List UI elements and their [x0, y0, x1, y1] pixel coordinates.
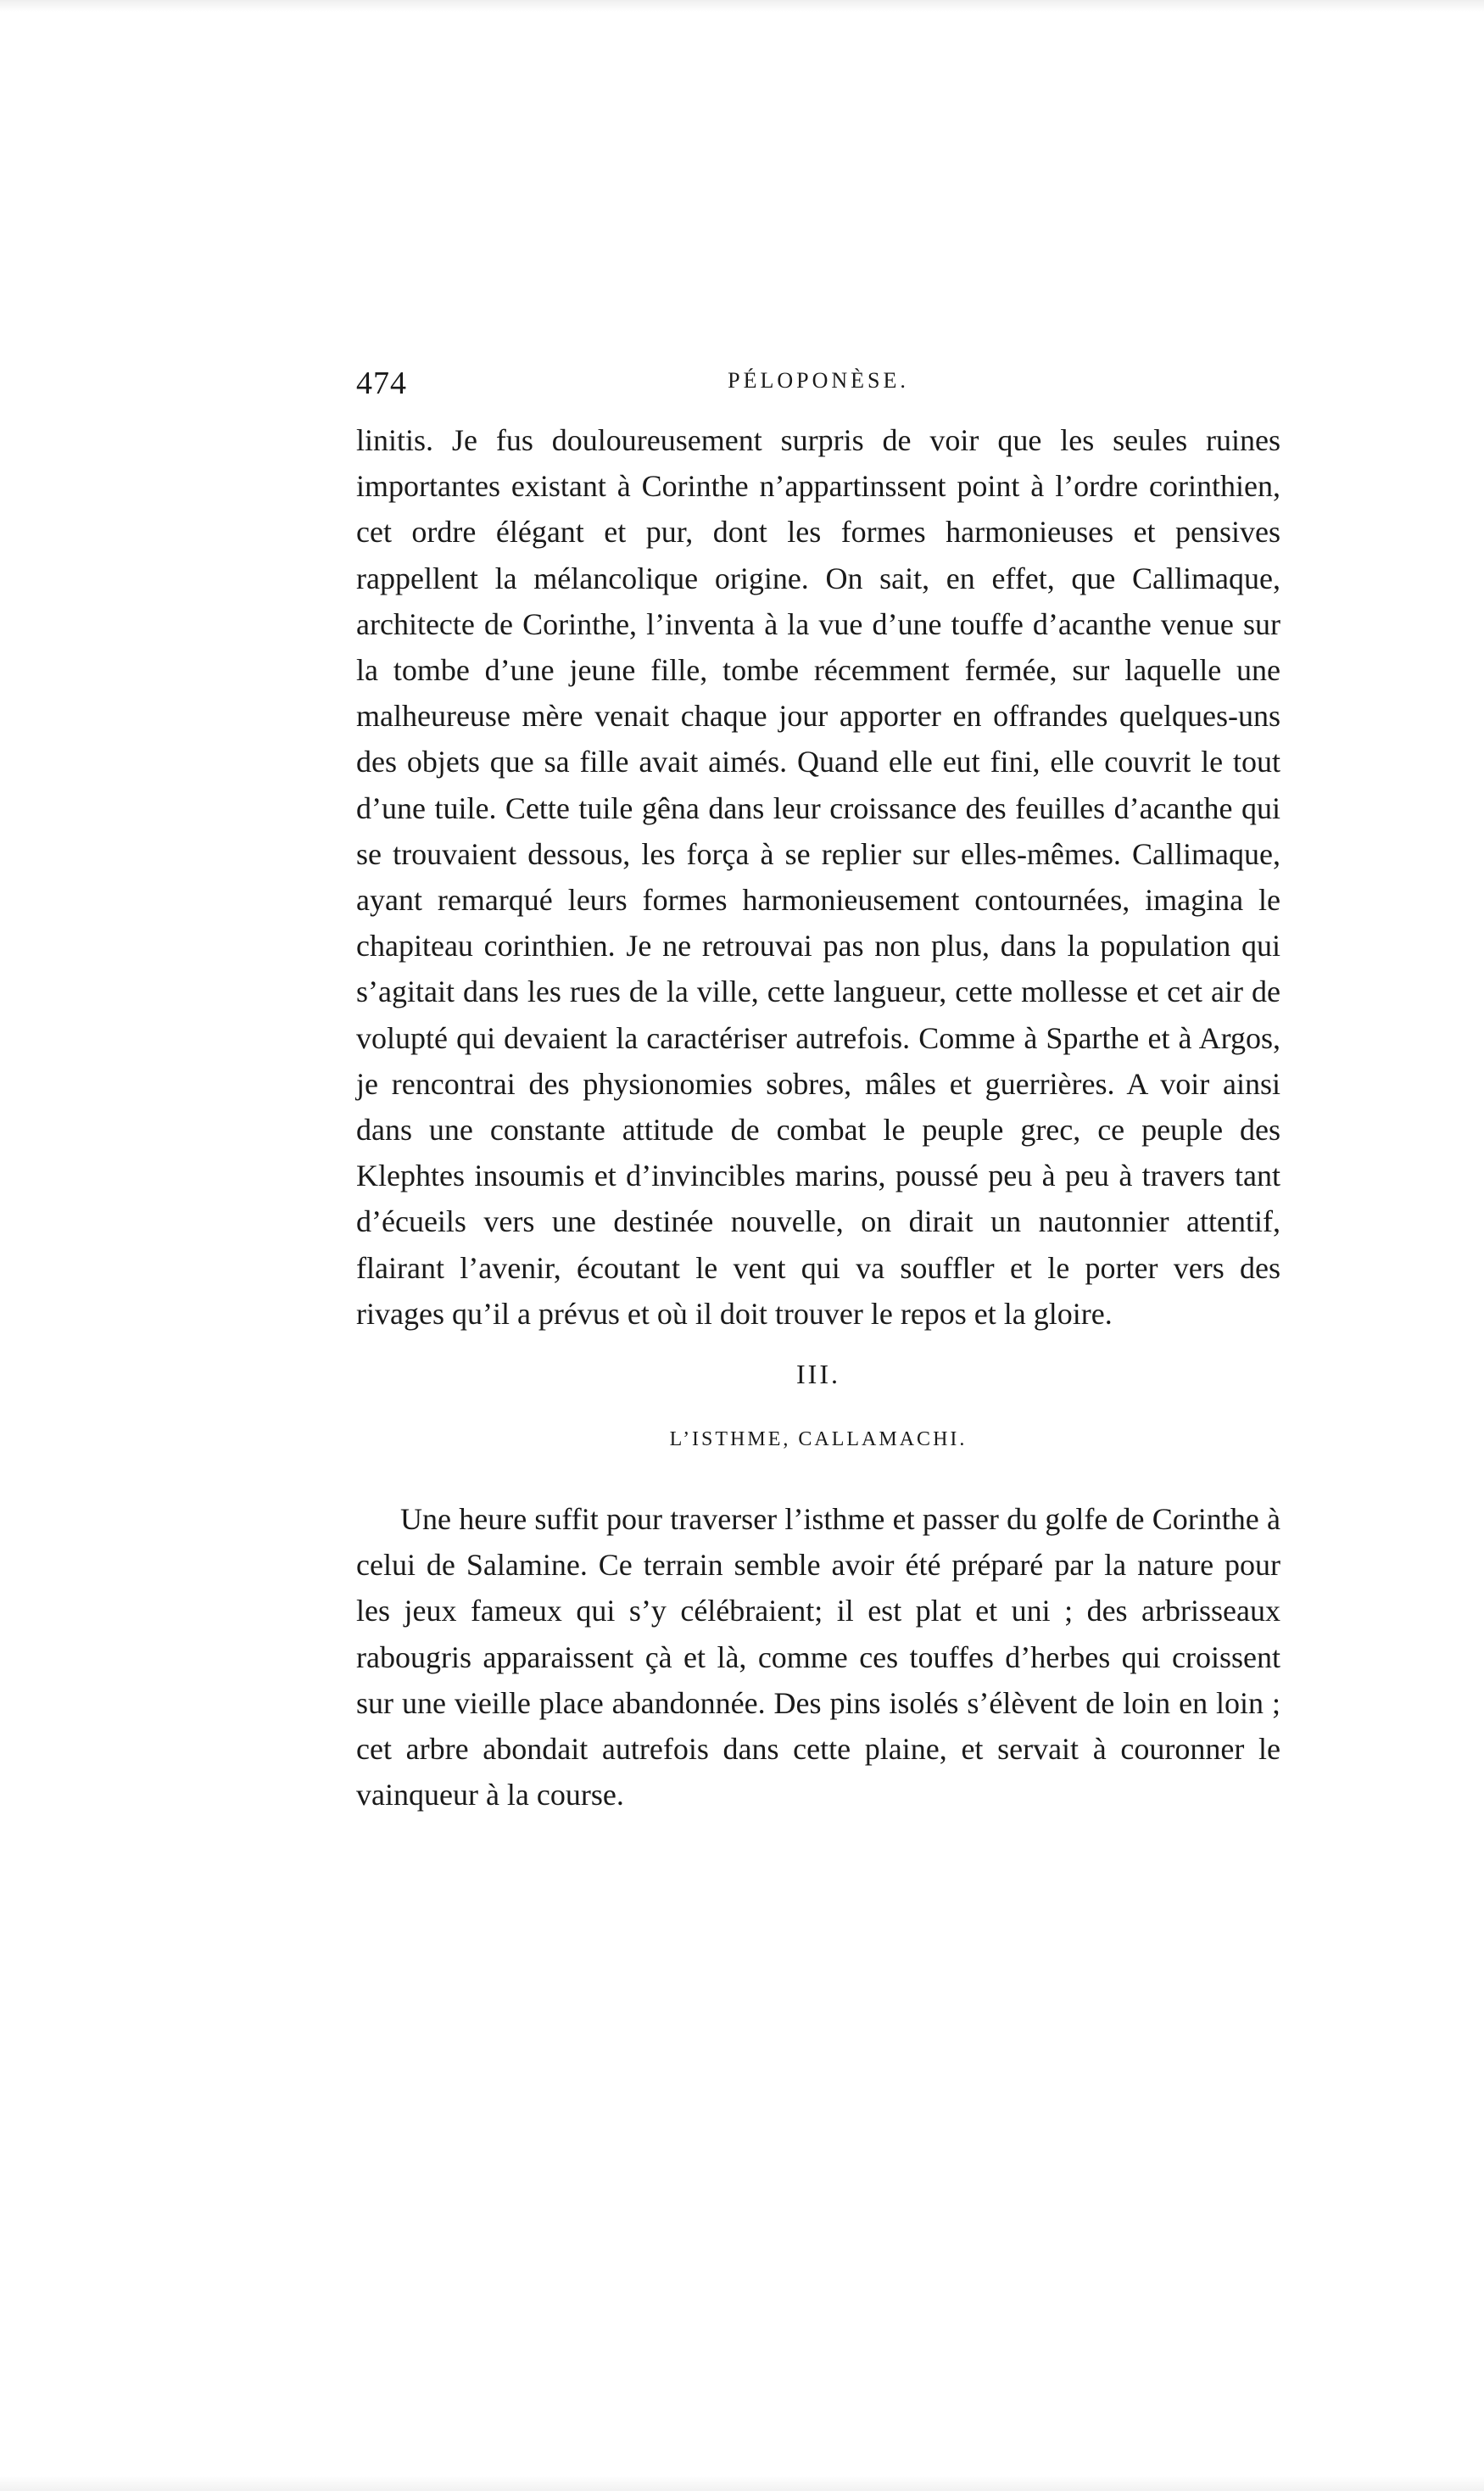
- page-number: 474: [356, 366, 407, 401]
- scan-edge-bottom: [0, 2476, 1484, 2491]
- running-head: [356, 365, 1280, 417]
- page-content: [356, 365, 1280, 1818]
- body-paragraph-2: Une heure suffit pour traverser l’isthme et passer du golfe de Corinthe à celui de Salamine. Ce terrain semble avoir été préparé par la nature pour les jeux fameux qui s’y célébraient; il est plat et uni ; des arbrisseaux rabougris apparaissent çà et là, comme ces touffes d’herbes qui croissent sur une vieille place abandonnée. Des pins isolés s’élèvent de loin en loin ; cet arbre abondait autrefois dans cette plaine, et servait à couronner le vainqueur à la course.: [356, 1502, 1280, 1812]
- section-number: III.: [796, 1359, 840, 1390]
- body-paragraph-1: linitis. Je fus douloureusement surpris de voir que les seules ruines importantes existant à Corinthe n’appartinssent point à l’ordre corinthien, cet ordre élégant et pur, dont les formes harmonieuses et pensives rappellent la mélancolique origine. On sait, en effet, que Callimaque, architecte de Corinthe, l’inventa à la vue d’une touffe d’acanthe venue sur la tombe d’une jeune fille, tombe récemment fermée, sur laquelle une malheureuse mère venait chaque jour apporter en offrandes quelques-uns des objets que sa fille avait aimés. Quand elle eut fini, elle couvrit le tout d’une tuile. Cette tuile gêna dans leur croissance des feuilles d’acanthe qui se trouvaient dessous, les força à se replier sur elles-mêmes. Callimaque, ayant remarqué leurs formes harmonieusement contournées, imagina le chapiteau corinthien. Je ne retrouvai pas non plus, dans la population qui s’agitait dans les rues de la ville, cette langueur, cette mollesse et cet air de volupté qui devaient la caractériser autrefois. Comme à Sparthe et à Argos, je rencontrai des physionomies sobres, mâles et guerrières. A voir ainsi dans une constante attitude de combat le peuple grec, ce peuple des Klephtes insoumis et d’invincibles marins, poussé peu à peu à travers tant d’écueils vers une destinée nouvelle, on dirait un nautonnier attentif, flairant l’avenir, écoutant le vent qui va souffler et le porter vers des rivages qu’il a prévus et où il doit trouver le repos et la gloire.: [356, 423, 1280, 1331]
- scan-edge-top: [0, 0, 1484, 12]
- section-title: L’ISTHME, CALLAMACHI.: [669, 1428, 968, 1451]
- running-title: PÉLOPONÈSE.: [728, 368, 909, 393]
